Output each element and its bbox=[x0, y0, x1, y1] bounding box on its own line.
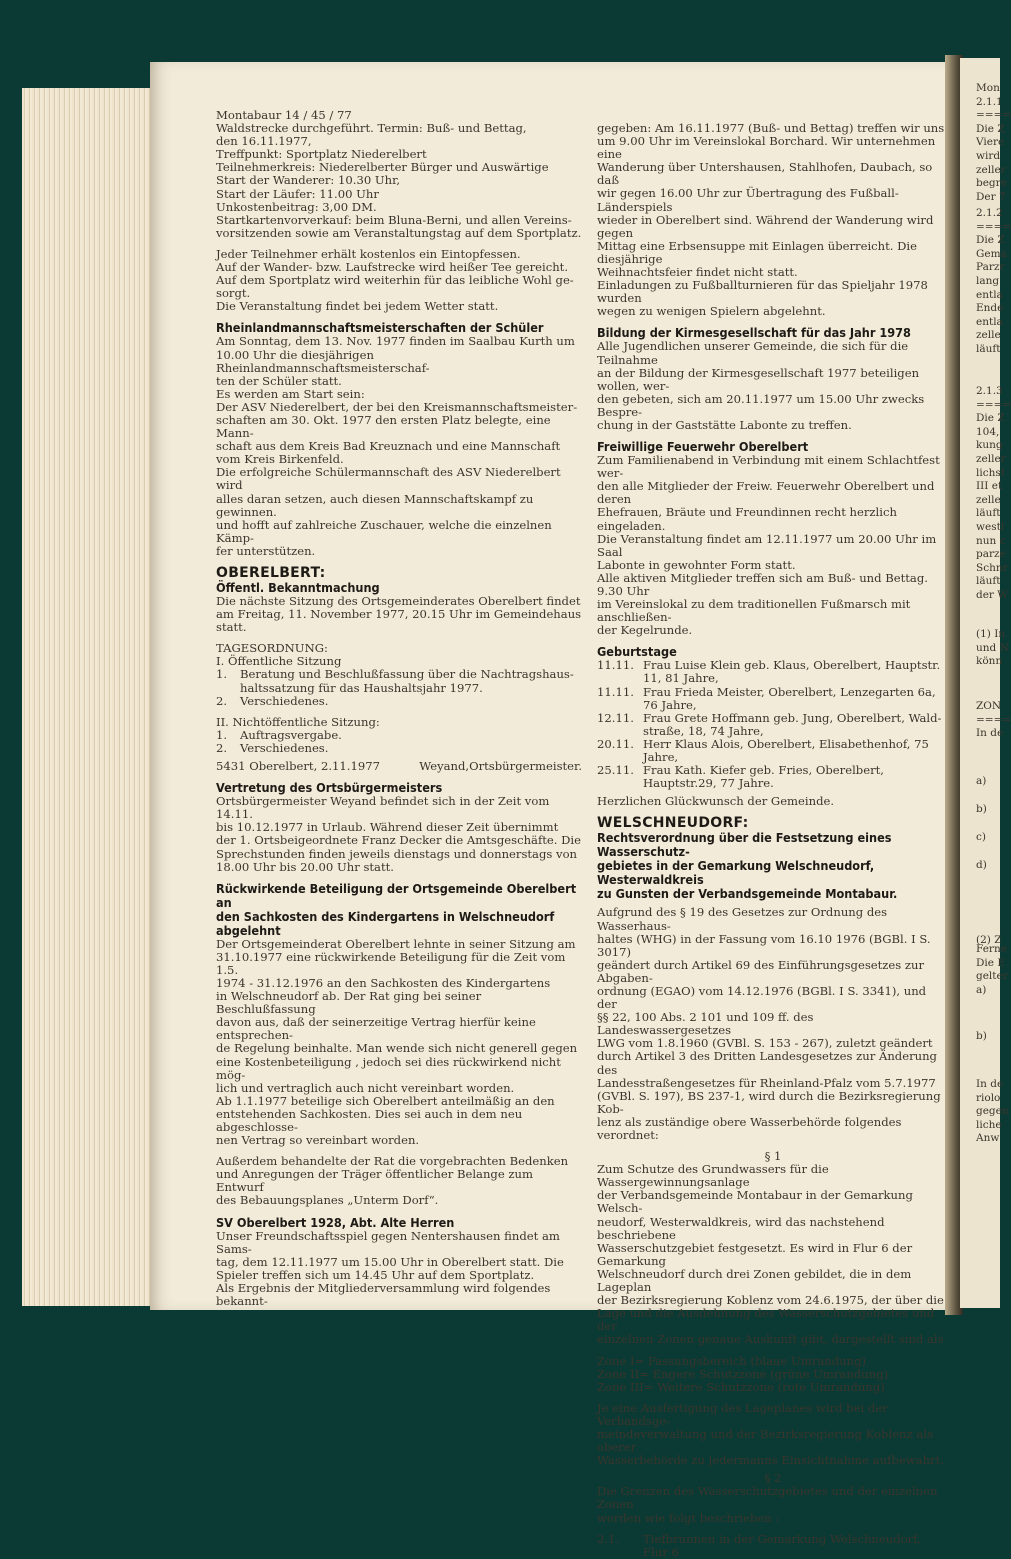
text-line: Die erfolgreiche Schülermannschaft des ASV Niederelbert wird bbox=[216, 465, 561, 493]
zone-entry-key: Zone II bbox=[597, 1366, 640, 1381]
text-line: vom Kreis Birkenfeld. bbox=[216, 452, 344, 467]
text-line: Auf der Wander- bzw. Laufstrecke wird heißer Tee gereicht. bbox=[216, 260, 569, 275]
birthday-entry-text: Frau Luise Klein geb. Klaus, Oberelbert, Hauptstr. 11, 81 Jahre, bbox=[643, 658, 941, 686]
agenda-item bbox=[216, 668, 582, 694]
next-page-strip bbox=[960, 58, 1011, 1308]
text-line: Alle Jugendlichen unserer Gemeinde, die sich für die Teilnahme bbox=[597, 339, 909, 367]
next-page-fragment: entla bbox=[976, 288, 1003, 301]
text-line: einzelnen Zonen genaue Auskunft gibt, dargestellt sind als bbox=[597, 1332, 944, 1347]
next-page-fragment: d) bbox=[976, 859, 987, 871]
text-line: der Kegelrunde. bbox=[597, 623, 693, 638]
text-line: Zum Familienabend in Verbindung mit einem Schlachtfest wer- bbox=[597, 453, 940, 481]
text-line: Außerdem behandelte der Rat die vorgebrachten Bedenken bbox=[216, 1154, 569, 1169]
heading-line: gebietes in der Gemarkung Welschneudorf, Westerwaldkreis bbox=[597, 858, 875, 888]
text-line: Unkostenbeitrag: 3,00 DM. bbox=[216, 199, 377, 214]
next-page-fragment: Mon bbox=[976, 82, 1000, 94]
next-page-fragment: Ferne bbox=[976, 943, 1007, 955]
next-page-fragment: Die Z bbox=[976, 412, 1005, 425]
heading-line: zu Gunsten der Verbandsgemeinde Montabaur. bbox=[597, 886, 898, 902]
paragraph-2-mark: § 2 bbox=[764, 1471, 782, 1486]
next-page-fragment: zelle bbox=[976, 493, 1001, 506]
text-line: Je eine Ausfertigung des Lageplanes wird bei der Verbandsge- bbox=[597, 1400, 888, 1428]
text-line: Wanderung über Untershausen, Stahlhofen, Daubach, so daß bbox=[597, 160, 933, 188]
birthday-entry bbox=[597, 712, 949, 738]
next-page-fragment: begre bbox=[976, 177, 1007, 190]
birthday-entry-text: Herr Klaus Alois, Oberelbert, Elisabethenhof, 75 Jahre, bbox=[643, 736, 929, 765]
agenda-title: TAGESORDNUNG: bbox=[216, 641, 328, 656]
birthday-list bbox=[597, 659, 949, 790]
text-line: wegen zu wenigen Spielern abgelehnt. bbox=[597, 304, 826, 319]
signature-place-date: 5431 Oberelbert, 2.11.1977 bbox=[216, 759, 380, 774]
rechtsverordnung-heading bbox=[597, 831, 949, 901]
paragraph-1-text bbox=[597, 1163, 949, 1346]
agenda-item bbox=[216, 742, 582, 755]
text-line: Unser Freundschaftsspiel gegen Nentershausen findet am Sams- bbox=[216, 1228, 560, 1256]
text-line: ten der Schüler statt. bbox=[216, 373, 342, 388]
sv-heading: SV Oberelbert 1928, Abt. Alte Herren bbox=[216, 1214, 455, 1230]
text-line: Start der Wanderer: 10.30 Uhr, bbox=[216, 173, 401, 188]
text-line: fer unterstützen. bbox=[216, 543, 316, 558]
text-line: den alle Mitglieder der Freiw. Feuerwehr Oberelbert und deren bbox=[597, 479, 935, 507]
next-page-fragment: III et bbox=[976, 480, 1003, 493]
next-page-fragment: 2.1.3 bbox=[976, 385, 1003, 397]
agenda-private-heading: II. Nichtöffentliche Sitzung: bbox=[216, 714, 380, 729]
agenda-private-list bbox=[216, 729, 582, 755]
event-notes bbox=[216, 248, 582, 313]
birthday-entry-text: Frau Frieda Meister, Oberelbert, Lenzegarten 6a, 76 Jahre, bbox=[643, 684, 936, 712]
birthday-entry-key: 11.11. bbox=[597, 684, 634, 699]
next-page-fragment: ==== bbox=[976, 220, 1011, 233]
text-line: im Vereinslokal zu dem traditionellen Fußmarsch mit anschließen- bbox=[597, 597, 911, 625]
text-line: §§ 22, 100 Abs. 2 101 und 109 ff. des Landeswassergesetzes bbox=[597, 1010, 814, 1038]
agenda-item-key: 1. bbox=[216, 667, 228, 682]
ausfertigung-text bbox=[597, 1402, 949, 1467]
text-line: Landesstraßengesetzes für Rheinland-Pfalz vom 5.7.1977 bbox=[597, 1075, 936, 1090]
text-line: 10.00 Uhr die diesjährigen Rheinlandmannschaftsmeisterschaf- bbox=[216, 347, 430, 375]
text-line: Alle aktiven Mitglieder treffen sich am Buß- und Bettag. 9.30 Uhr bbox=[597, 570, 928, 598]
agenda-item bbox=[216, 729, 582, 742]
text-line: Einladungen zu Fußballturnieren für das Spieljahr 1978 wurden bbox=[597, 278, 928, 306]
text-line: 31.10.1977 eine rückwirkende Beteiligung für die Zeit vom 1.5. bbox=[216, 949, 566, 977]
text-line: und hofft auf zahlreiche Zuschauer, welche die einzelnen Kämp- bbox=[216, 517, 552, 545]
text-line: meindeverwaltung und der Bezirksregierung Koblenz als oberer bbox=[597, 1426, 933, 1455]
text-line: schaften am 30. Okt. 1977 den ersten Platz belegte, eine Mann- bbox=[216, 412, 551, 441]
signature-name: Weyand,Ortsbürgermeister. bbox=[419, 759, 582, 774]
text-line: Der ASV Niederelbert, der bei den Kreismannschaftsmeister- bbox=[216, 399, 578, 414]
birthday-entry-text: Frau Grete Hoffmann geb. Jung, Oberelbert, Wald-straße, 18, 74 Jahre, bbox=[643, 710, 942, 738]
text-line: wieder in Oberelbert sind. Während der Wanderung wird gegen bbox=[597, 212, 934, 240]
left-column bbox=[216, 109, 582, 1308]
next-page-fragment: Gema bbox=[976, 247, 1007, 260]
zone-entry bbox=[597, 1355, 949, 1368]
next-page-fragment: der W bbox=[976, 589, 1009, 601]
text-line: neudorf, Westerwaldkreis, wird das nachstehend beschriebene bbox=[597, 1214, 885, 1242]
next-page-fragment: ==== bbox=[976, 713, 1011, 726]
text-line: Treffpunkt: Sportplatz Niederelbert bbox=[216, 147, 427, 162]
birthday-entry-text: Frau Kath. Kiefer geb. Fries, Oberelbert, Hauptstr.29, 77 Jahre. bbox=[643, 763, 884, 791]
birthday-entry-key: 20.11. bbox=[597, 736, 634, 751]
vertretung-text bbox=[216, 795, 582, 874]
next-page-fragment: nun c bbox=[976, 534, 1006, 547]
text-line: Die nächste Sitzung des Ortsgemeinderates Oberelbert findet bbox=[216, 594, 581, 608]
text-line: schaft aus dem Kreis Bad Kreuznach und eine Mannschaft bbox=[216, 439, 561, 454]
next-page-fragment: riolo bbox=[976, 1091, 1001, 1104]
rechtsverordnung-text bbox=[597, 906, 949, 1142]
text-line: des Bebauungsplanes „Unterm Dorf“. bbox=[216, 1193, 439, 1208]
text-line: Jeder Teilnehmer erhält kostenlos ein Eintopfessen. bbox=[216, 246, 521, 261]
next-page-fragment: ZON bbox=[976, 700, 1002, 712]
next-page-fragment: Die Z bbox=[976, 234, 1005, 247]
next-page-fragment: kung bbox=[976, 439, 1003, 452]
text-line: bis 10.12.1977 in Urlaub. Während dieser Zeit übernimmt bbox=[216, 820, 559, 835]
next-page-fragment: liche bbox=[976, 1118, 1002, 1131]
next-page-fragment: lichst bbox=[976, 466, 1005, 479]
text-line: tag, dem 12.11.1977 um 15.00 Uhr in Oberelbert statt. Die bbox=[216, 1254, 564, 1269]
agenda-item-key: 1. bbox=[216, 727, 228, 742]
next-page-fragment: a) bbox=[976, 775, 987, 787]
next-page-fragment: Die E bbox=[976, 956, 1005, 969]
birthday-entry bbox=[597, 659, 949, 685]
birthday-entry bbox=[597, 764, 949, 790]
agenda-public-list bbox=[216, 668, 582, 707]
text-line: Die Grenzen des Wasserschutzgebietes und der einzelnen Zonen bbox=[597, 1484, 938, 1512]
zone-entry bbox=[597, 1381, 949, 1394]
next-page-fragment: entla bbox=[976, 315, 1003, 328]
text-line: 1974 - 31.12.1976 an den Sachkosten des Kindergartens bbox=[216, 975, 551, 990]
text-line: wir gegen 16.00 Uhr zur Übertragung des Fußball-Länderspiels bbox=[597, 186, 899, 214]
kirmes-heading: Bildung der Kirmesgesellschaft für das Jahr 1978 bbox=[597, 325, 911, 341]
next-page-fragment: parze bbox=[976, 548, 1006, 561]
text-line: vorsitzenden sowie am Veranstaltungstag auf dem Sportplatz. bbox=[216, 225, 582, 240]
agenda-item-text: Verschiedenes. bbox=[240, 693, 329, 708]
next-page-fragment: 104, bbox=[976, 425, 1000, 438]
next-page-fragment: Ende bbox=[976, 302, 1004, 315]
text-line: Es werden am Start sein: bbox=[216, 386, 365, 401]
birthday-entry-key: 11.11. bbox=[597, 658, 634, 673]
text-line: der Bezirksregierung Koblenz vom 24.6.1975, der über die bbox=[597, 1293, 944, 1308]
geburtstage-heading: Geburtstage bbox=[597, 644, 677, 660]
next-page-fragment: westl bbox=[976, 521, 1005, 533]
text-line: Mittag eine Erbsensuppe mit Einlagen überreicht. Die diesjährige bbox=[597, 238, 918, 266]
feuerwehr-text bbox=[597, 454, 949, 637]
birthday-entry-key: 12.11. bbox=[597, 710, 634, 725]
text-line: Labonte in gewohnter Form statt. bbox=[597, 557, 796, 572]
text-line: Teilnehmerkreis: Niederelberter Bürger und Auswärtige bbox=[216, 160, 549, 175]
zone-entry-text: = Engere Schutzzone (grüne Umrandung) bbox=[639, 1366, 889, 1381]
next-page-fragment: lang bbox=[976, 275, 1000, 287]
agenda-item-key: 2. bbox=[216, 740, 228, 755]
welschneudorf-heading: WELSCHNEUDORF: bbox=[597, 815, 749, 832]
agenda-public-heading: I. Öffentliche Sitzung bbox=[216, 654, 342, 669]
next-page-fragment: 2.1.2 bbox=[976, 207, 1003, 219]
next-page-fragment: Schnr bbox=[976, 561, 1008, 574]
text-line: Sprechstunden finden jeweils dienstags und donnerstags von bbox=[216, 846, 578, 861]
text-line: chung in der Gaststätte Labonte zu treffen. bbox=[597, 417, 852, 432]
text-line: Welschneudorf durch drei Zonen gebildet, die in dem Lageplan bbox=[597, 1266, 912, 1295]
next-page-fragment: und N bbox=[976, 641, 1009, 654]
agenda-item-key: 2. bbox=[216, 693, 228, 708]
next-page-fragment: Parzr bbox=[976, 261, 1005, 274]
birthday-entry bbox=[597, 738, 949, 764]
heading-line: Rechtsverordnung über die Festsetzung eines Wasserschutz- bbox=[597, 830, 892, 860]
item-2-1-text: Tiefbrunnen in der Gemarkung Welschneudorf, Flur 6 bbox=[643, 1531, 921, 1559]
text-line: entstehenden Sachkosten. Dies sei auch in dem neu abgeschlosse- bbox=[216, 1106, 523, 1134]
paragraph-1-mark: § 1 bbox=[764, 1149, 782, 1164]
text-line: Lage und die Ausdehnung des Wasserschutzgebietes und der bbox=[597, 1306, 935, 1334]
rheinland-heading: Rheinlandmannschaftsmeisterschaften der Schüler bbox=[216, 320, 544, 336]
text-line: Startkartenvorverkauf: beim Bluna-Berni, und allen Vereins- bbox=[216, 212, 572, 227]
next-page-fragment: (1) In bbox=[976, 628, 1006, 640]
text-line: Auf dem Sportplatz wird weiterhin für das leibliche Wohl ge- bbox=[216, 273, 574, 288]
next-page-fragment: Anw bbox=[976, 1132, 1000, 1145]
event-details bbox=[216, 109, 582, 240]
zone-entry-key: Zone I bbox=[597, 1353, 635, 1368]
text-line: am Freitag, 11. November 1977, 20.15 Uhr im Gemeindehaus bbox=[216, 607, 582, 622]
rueckwirkend-heading-2: den Sachkosten des Kindergartens in Welschneudorf abgelehnt bbox=[216, 908, 555, 938]
text-line: Die Veranstaltung findet bei jedem Wetter statt. bbox=[216, 299, 499, 314]
kirmes-text bbox=[597, 340, 949, 432]
text-line: Waldstrecke durchgeführt. Termin: Buß- und Bettag, bbox=[216, 121, 527, 136]
birthday-entry bbox=[597, 686, 949, 712]
text-line: statt. bbox=[216, 620, 247, 635]
next-page-fragment: gelter bbox=[976, 970, 1008, 983]
text-line: lich und vertraglich auch nicht vereinbart worden. bbox=[216, 1080, 515, 1095]
text-line: Ortsbürgermeister Weyand befindet sich in der Zeit vom 14.11. bbox=[216, 794, 550, 822]
rat-text bbox=[216, 1155, 582, 1207]
text-line: Ab 1.1.1977 beteilige sich Oberelbert anteilmäßig an den bbox=[216, 1093, 555, 1108]
feuerwehr-heading: Freiwillige Feuerwehr Oberelbert bbox=[597, 439, 809, 455]
text-line: und Anregungen der Träger öffentlicher Belange zum Entwurf bbox=[216, 1167, 533, 1195]
text-line: den 16.11.1977, bbox=[216, 134, 312, 149]
text-line: Wasserschutzgebiet festgesetzt. Es wird in Flur 6 der Gemarkung bbox=[597, 1240, 913, 1268]
next-page-fragment: Viere bbox=[976, 136, 1005, 149]
text-line: sorgt. bbox=[216, 286, 251, 301]
agenda-item-text: Beratung und Beschlußfassung über die Nachtragshaus-haltssatzung für das Haushaltsjahr 1977. bbox=[240, 667, 574, 695]
text-line: Als Ergebnis der Mitgliederversammlung wird folgendes bekannt- bbox=[216, 1280, 551, 1309]
next-page-fragment: zelle bbox=[976, 329, 1001, 342]
text-line: der 1. Ortsbeigeordnete Franz Decker die Amtsgeschäfte. Die bbox=[216, 833, 581, 848]
next-page-fragment: Der 7 bbox=[976, 190, 1006, 203]
sv-continued-text bbox=[597, 122, 949, 318]
agenda-item-text: Auftragsvergabe. bbox=[240, 727, 342, 742]
next-page-fragment: ==== bbox=[976, 398, 1011, 411]
zone-entry-text: = Weitere Schutzzone (rote Umrandung) bbox=[643, 1379, 885, 1394]
text-line: lenz als zuständige obere Wasserbehörde folgendes verordnet: bbox=[597, 1114, 902, 1142]
text-line: Wasserbehörde zu jedermanns Einsichtnahme aufbewahrt. bbox=[597, 1453, 944, 1468]
zone-entry-text: = Fassungsbereich (blaue Umrandung) bbox=[634, 1353, 867, 1368]
text-line: LWG vom 1.8.1960 (GVBl. S. 153 - 267), zuletzt geändert bbox=[597, 1036, 933, 1051]
bekanntmachung-text bbox=[216, 595, 582, 634]
text-line: Ehefrauen, Bräute und Freundinnen recht herzlich eingeladen. bbox=[597, 505, 897, 533]
rueckwirkend-heading-1: Rückwirkende Beteiligung der Ortsgemeinde Oberelbert an bbox=[216, 880, 577, 910]
text-line: davon aus, daß der seinerzeitige Vertrag hierfür keine entsprechen- bbox=[216, 1015, 536, 1043]
text-line: Zum Schutze des Grundwassers für die Wassergewinnungsanlage bbox=[597, 1162, 829, 1190]
next-page-fragment: zeller bbox=[976, 163, 1006, 176]
agenda-item-text: Verschiedenes. bbox=[240, 740, 329, 755]
next-page-fragment: In de bbox=[976, 727, 1004, 740]
item-2-1-number: 2.1. bbox=[597, 1531, 620, 1546]
text-line: eine Kostenbeteiligung , jedoch sei dies rückwirkend nicht mög- bbox=[216, 1054, 561, 1082]
next-page-fragment: Die Z bbox=[976, 122, 1005, 135]
book-page-edges bbox=[22, 88, 156, 1306]
birthday-wish: Herzlichen Glückwunsch der Gemeinde. bbox=[597, 794, 835, 809]
text-line: an der Bildung der Kirmesgesellschaft 1977 beteiligen wollen, wer- bbox=[597, 365, 920, 393]
text-line: de Regelung beinhalte. Man wende sich nicht generell gegen bbox=[216, 1041, 578, 1056]
text-line: alles daran setzen, auch diesen Mannschaftskampf zu gewinnen. bbox=[216, 491, 534, 519]
right-column bbox=[597, 122, 949, 1559]
text-line: Start der Läufer: 11.00 Uhr bbox=[216, 186, 379, 201]
oberelbert-heading: OBERELBERT: bbox=[216, 565, 326, 581]
next-page-fragment: a) bbox=[976, 983, 987, 996]
next-page-fragment: zeller bbox=[976, 453, 1006, 465]
text-line: in Welschneudorf ab. Der Rat ging bei seiner Beschlußfassung bbox=[216, 989, 482, 1017]
next-page-fragment: läuft bbox=[976, 575, 1001, 588]
rueckwirkend-text bbox=[216, 938, 582, 1148]
text-line: haltes (WHG) in der Fassung vom 16.10 1976 (BGBl. I S. 3017) bbox=[597, 931, 931, 959]
signature-line bbox=[216, 760, 582, 773]
zone-list bbox=[597, 1355, 949, 1394]
text-line: Die Veranstaltung findet am 12.11.1977 um 20.00 Uhr im Saal bbox=[597, 531, 937, 559]
text-line: 18.00 Uhr bis 20.00 Uhr statt. bbox=[216, 859, 394, 874]
next-page-fragment: läuft bbox=[976, 343, 1001, 355]
birthday-entry-key: 25.11. bbox=[597, 763, 634, 778]
text-line: gegeben: Am 16.11.1977 (Buß- und Bettag) treffen wir uns bbox=[597, 121, 945, 135]
text-line: Spieler treffen sich um 14.45 Uhr auf dem Sportplatz. bbox=[216, 1267, 535, 1282]
text-line: Weihnachtsfeier findet nicht statt. bbox=[597, 265, 798, 280]
text-line: Aufgrund des § 19 des Gesetzes zur Ordnung des Wasserhaus- bbox=[597, 905, 888, 933]
next-page-fragment: gegen bbox=[976, 1105, 1009, 1118]
next-page-fragment: 2.1.1 bbox=[976, 95, 1003, 108]
text-line: Montabaur 14 / 45 / 77 bbox=[216, 108, 352, 122]
next-page-fragment: b) bbox=[976, 1030, 987, 1042]
vertretung-heading: Vertretung des Ortsbürgermeisters bbox=[216, 780, 443, 796]
next-page-fragment: b) bbox=[976, 803, 987, 815]
item-2-1 bbox=[597, 1533, 949, 1559]
zone-entry-key: Zone III bbox=[597, 1379, 644, 1394]
text-line: Am Sonntag, dem 13. Nov. 1977 finden im Saalbau Kurth um bbox=[216, 334, 575, 349]
text-line: nen Vertrag so vereinbart worden. bbox=[216, 1133, 420, 1148]
text-line: durch Artikel 3 des Dritten Landesgesetzes zur Änderung des bbox=[597, 1049, 937, 1077]
paragraph-2-text bbox=[597, 1485, 949, 1524]
bekanntmachung-heading: Öffentl. Bekanntmachung bbox=[216, 580, 380, 595]
next-page-fragment: wird bbox=[976, 150, 1001, 162]
next-page-fragment: ==== bbox=[976, 109, 1011, 122]
sv-text bbox=[216, 1230, 582, 1309]
text-line: den gebeten, sich am 20.11.1977 um 15.00 Uhr zwecks Bespre- bbox=[597, 391, 925, 419]
text-line: werden wie folgt beschrieben : bbox=[597, 1510, 780, 1525]
next-page-fragment: In de bbox=[976, 1078, 1004, 1090]
next-page-fragment: c) bbox=[976, 831, 986, 843]
text-line: Der Ortsgemeinderat Oberelbert lehnte in seiner Sitzung am bbox=[216, 936, 576, 951]
rheinland-text bbox=[216, 335, 582, 558]
next-page-fragment: könn bbox=[976, 655, 1003, 668]
agenda-item bbox=[216, 695, 582, 708]
text-line: der Verbandsgemeinde Montabaur in der Gemarkung Welsch- bbox=[597, 1188, 913, 1216]
zone-entry bbox=[597, 1368, 949, 1381]
text-line: ordnung (EGAO) vom 14.12.1976 (BGBl. I S. 3341), und der bbox=[597, 983, 927, 1012]
text-line: um 9.00 Uhr im Vereinslokal Borchard. Wir unternehmen eine bbox=[597, 134, 936, 162]
text-line: geändert durch Artikel 69 des Einführungsgesetzes zur Abgaben- bbox=[597, 957, 925, 985]
next-page-fragment: läuft bbox=[976, 507, 1001, 520]
text-line: (GVBl. S. 197), BS 237-1, wird durch die Bezirksregierung Kob- bbox=[597, 1088, 941, 1116]
next-page-fragment: (2) Z bbox=[976, 934, 1002, 947]
